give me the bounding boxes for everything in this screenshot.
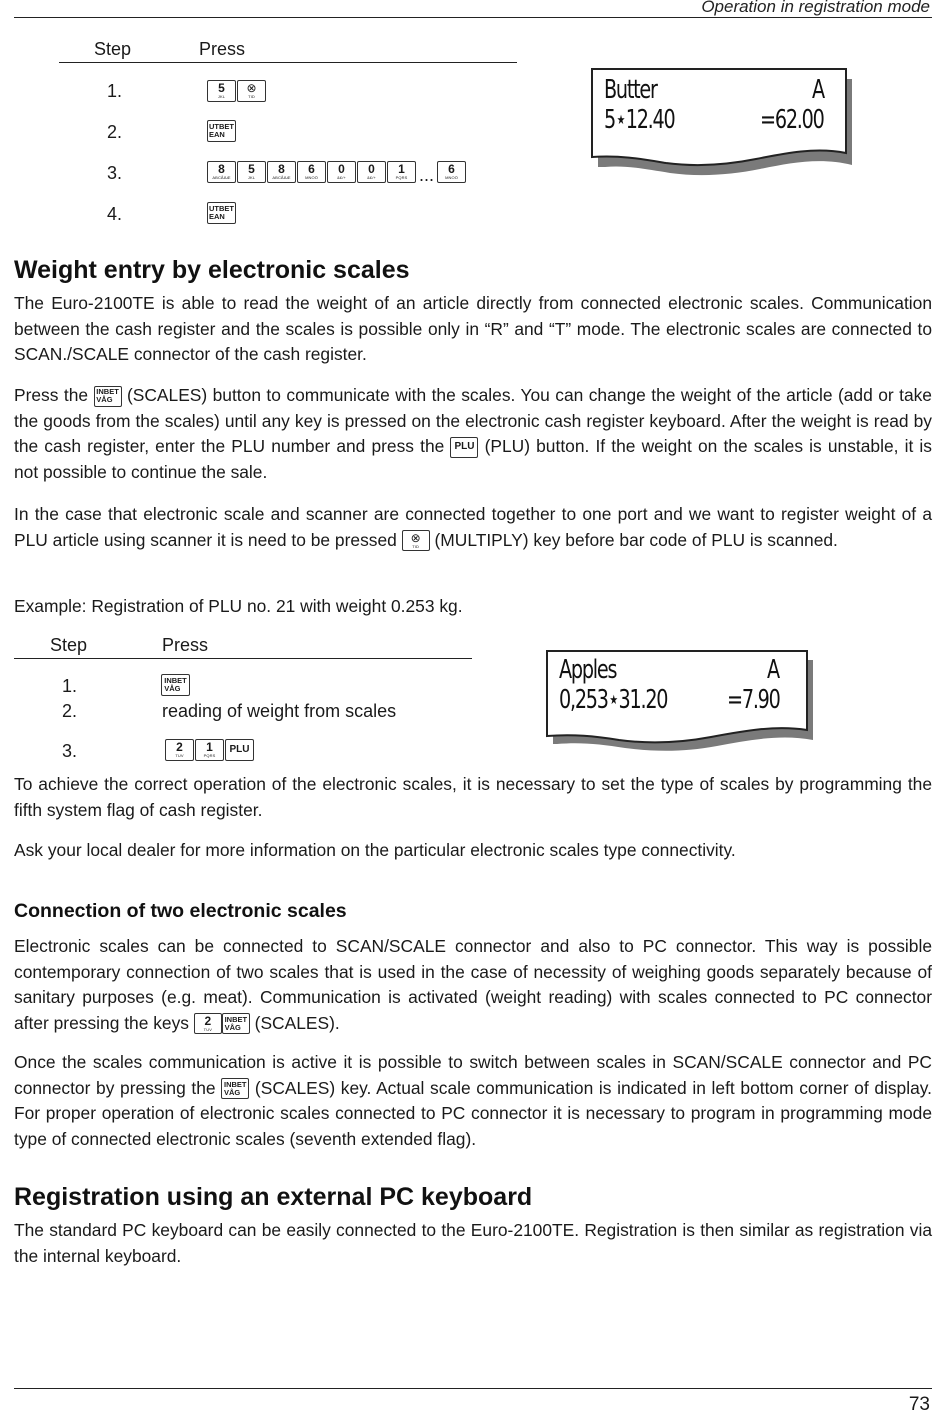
scales-type-para: To achieve the correct operation of the electronic scales, it is necessary to set the type of scales by programming the fifth system flag of cash register. xyxy=(14,774,932,820)
table2-keys-1 xyxy=(161,674,190,696)
table2-rule xyxy=(14,658,472,659)
receipt2-tax: A xyxy=(767,655,779,685)
multiply-key: ⊗ TID xyxy=(237,80,266,102)
key-8: 8 ABCÅÄÆ xyxy=(207,161,236,183)
section-title-two-scales: Connection of two electronic scales xyxy=(14,900,347,922)
plu-key: PLU xyxy=(225,739,254,761)
page-number: 73 xyxy=(908,1394,930,1415)
table2-step-2-text: reading of weight from scales xyxy=(162,701,397,721)
table1-step-4: 4. xyxy=(107,204,123,224)
inbet-vag-key: INBET VÅG xyxy=(222,1013,250,1034)
table1-rule xyxy=(59,62,517,63)
inbet-vag-key: INBET VÅG xyxy=(161,674,190,696)
table1-keys-1 xyxy=(207,80,266,102)
table2-step-2: 2. xyxy=(62,701,78,721)
table2-step-1: 1. xyxy=(62,676,78,696)
key-1: 1 PQRS xyxy=(195,739,224,761)
header-rule xyxy=(14,17,932,18)
receipt1-item: Butter xyxy=(604,75,657,105)
inbet-vag-key: INBET VÅG xyxy=(221,1078,249,1099)
key-0: 0 &£/+ xyxy=(327,161,356,183)
key-6: 6 MNOÖ xyxy=(437,161,466,183)
key-6: 6 MNOÖ xyxy=(297,161,326,183)
receipt1-total: =62.00 xyxy=(760,105,824,135)
table2-step-3: 3. xyxy=(62,741,78,761)
dealer-para: Ask your local dealer for more information on the particular electronic scales type connectivity. xyxy=(14,840,736,860)
section-title-pc-keyboard: Registration using an external PC keyboard xyxy=(14,1183,533,1211)
two-scales-para-1: Electronic scales can be connected to SCAN/SCALE connector and also to PC connector. This way is possible contemporary connection of two scales that is used in the case of necessity of weighing goods separately because of sanitary purposes (e.g. meat). Communication is activated (weight reading) with scales connected to PC connector after pressing the keys 2 TUV INBET VÅG (SCALES). xyxy=(14,936,932,1033)
key-2: 2 TUV xyxy=(194,1013,222,1034)
receipt1-tax: A xyxy=(812,75,824,105)
example-text: Example: Registration of PLU no. 21 with weight 0.253 kg. xyxy=(14,596,463,616)
table2-press-header: Press xyxy=(162,635,209,655)
ellipsis: ... xyxy=(419,165,435,185)
key-5: 5 JKL xyxy=(207,80,236,102)
inbet-vag-key: INBET VÅG xyxy=(94,386,122,407)
key-8: 8 ABCÅÄÆ xyxy=(267,161,296,183)
table1-step-2: 2. xyxy=(107,122,123,142)
receipt-display-apples xyxy=(545,648,820,758)
table2-step-header: Step xyxy=(50,635,88,655)
pc-keyboard-para: The standard PC keyboard can be easily connected to the Euro-2100TE. Registration is then similar as registration via the internal keyboard. xyxy=(14,1220,932,1266)
receipt2-qty-price: 0,253⋆31.20 xyxy=(559,685,668,715)
utbet-ean-key: UTBET EAN xyxy=(207,202,236,224)
key-1: 1 PQRS xyxy=(387,161,416,183)
key-2: 2 TUV xyxy=(165,739,194,761)
table1-keys-4 xyxy=(207,202,236,224)
table1-press-header: Press xyxy=(199,39,246,59)
two-scales-para-2: Once the scales communication is active it is possible to switch between scales in SCAN/SCALE connector and PC connector by pressing the INBET VÅG (SCALES) key. Actual scale communication is indicated in left bottom corner of display. For proper operation of electronic scales connected to PC connector it is necessary to program in programming mode type of connected electronic scales (seventh extended flag). xyxy=(14,1052,932,1149)
receipt1-qty-price: 5⋆12.40 xyxy=(604,105,675,135)
receipt2-total: =7.90 xyxy=(727,685,780,715)
section-title-weight-entry: Weight entry by electronic scales xyxy=(14,256,410,284)
weight-para-2: Press the INBET VÅG (SCALES) button to communicate with the scales. You can change the weight of the article (add or take the goods from the scales) until any key is pressed on the electronic cash register keyboard. After the weight is read by the cash register, enter the PLU number and press the PLU (PLU) button. If the weight on the scales is unstable, it is not possible to continue the sale. xyxy=(14,385,932,482)
table1-keys-3 xyxy=(207,161,466,183)
receipt2-item: Apples xyxy=(559,655,617,685)
key-0: 0 &£/+ xyxy=(357,161,386,183)
plu-key: PLU xyxy=(450,437,478,458)
table1-keys-2 xyxy=(207,120,236,142)
multiply-key: ⊗ TID xyxy=(402,530,430,551)
table2-keys-3 xyxy=(165,739,254,761)
table1-step-3: 3. xyxy=(107,163,123,183)
receipt-display-butter xyxy=(590,65,860,185)
key-5: 5 JKL xyxy=(237,161,266,183)
weight-para-3: In the case that electronic scale and scanner are connected together to one port and we want to register weight of a PLU article using scanner it is need to be pressed ⊗ TID (MULTIPLY) key before bar code of PLU is scanned. xyxy=(14,504,932,550)
section-header-title: Operation in registration mode xyxy=(701,0,930,16)
footer-rule xyxy=(14,1388,932,1389)
table1-step-1: 1. xyxy=(107,81,123,101)
utbet-ean-key: UTBET EAN xyxy=(207,120,236,142)
table1-step-header: Step xyxy=(94,39,132,59)
weight-para-1: The Euro-2100TE is able to read the weight of an article directly from connected electronic scales. Communication between the cash register and the scales is possible only in “R” and “T” mode. The electronic scales are connected to SCAN./SCALE connector of the cash register. xyxy=(14,293,932,364)
